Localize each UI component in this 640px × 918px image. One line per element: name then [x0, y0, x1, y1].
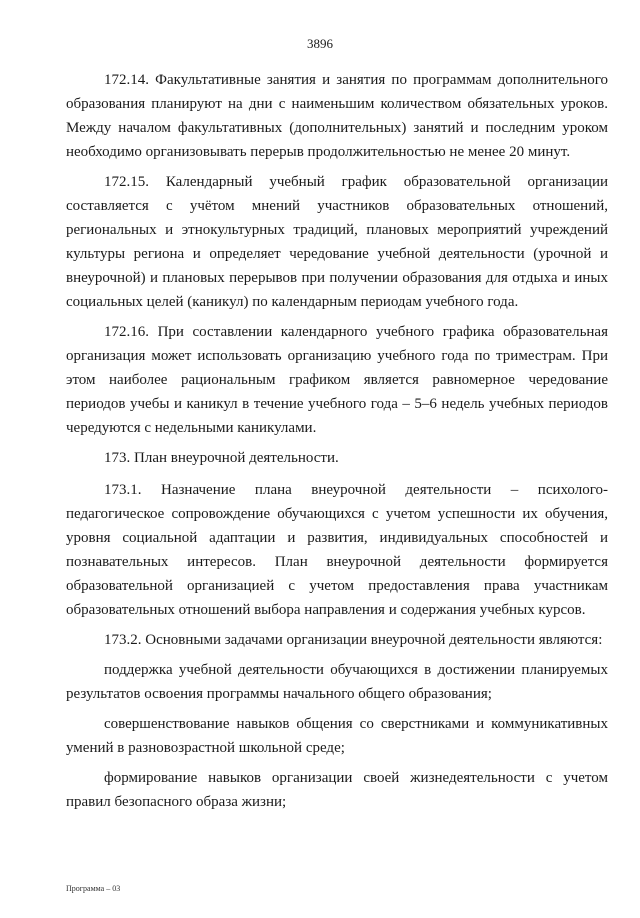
paragraph-172-15: 172.15. Календарный учебный график образовательной организации составляется с учётом мнений участников образовательных отношений, региональных и этнокультурных традиций, плановых мероприятий учреждений культуры региона и определяет чередование учебной деятельности (урочной и внеурочной) и плановых перерывов при получении образования для отдыха и иных социальных целей (каникул) по календарным периодам учебного года. [66, 174, 608, 310]
list-item-support: поддержка учебной деятельности обучающихся в достижении планируемых результатов освоения программы начального общего образования; [66, 662, 608, 702]
paragraph-173-1: 173.1. Назначение плана внеурочной деятельности – психолого-педагогическое сопровождение обучающихся с учетом успешности их обучения, уровня социальной адаптации и развития, индивидуальных способностей и познавательных интересов. План внеурочной деятельности формируется образовательной организацией с учетом предоставления права участникам образовательных отношений выбора направления и содержания учебных курсов. [66, 482, 608, 618]
paragraph-173-2: 173.2. Основными задачами организации внеурочной деятельности являются: [104, 632, 603, 648]
paragraph-172-16: 172.16. При составлении календарного учебного графика образовательная организация может использовать организацию учебного года по триместрам. При этом наиболее рациональным графиком является равномерное чередование периодов учебы и каникул в течение учебного года – 5–6 недель учебных периодов чередуются с недельными каникулами. [66, 324, 608, 436]
paragraph-172-14: 172.14. Факультативные занятия и занятия по программам дополнительного образования планируют на дни с наименьшим количеством обязательных уроков. Между началом факультативных (дополнительных) занятий и последним уроком необходимо организовывать перерыв продолжительностью не менее 20 минут. [66, 72, 608, 160]
section-heading-173: 173. План внеурочной деятельности. [104, 450, 339, 466]
list-item-safety: формирование навыков организации своей жизнедеятельности с учетом правил безопасного образа жизни; [66, 770, 608, 810]
footer-label: Программа – 03 [66, 884, 121, 893]
list-item-communication: совершенствование навыков общения со сверстниками и коммуникативных умений в разновозрастной школьной среде; [66, 716, 608, 756]
page-number: 3896 [307, 36, 333, 51]
document-body [66, 68, 608, 820]
